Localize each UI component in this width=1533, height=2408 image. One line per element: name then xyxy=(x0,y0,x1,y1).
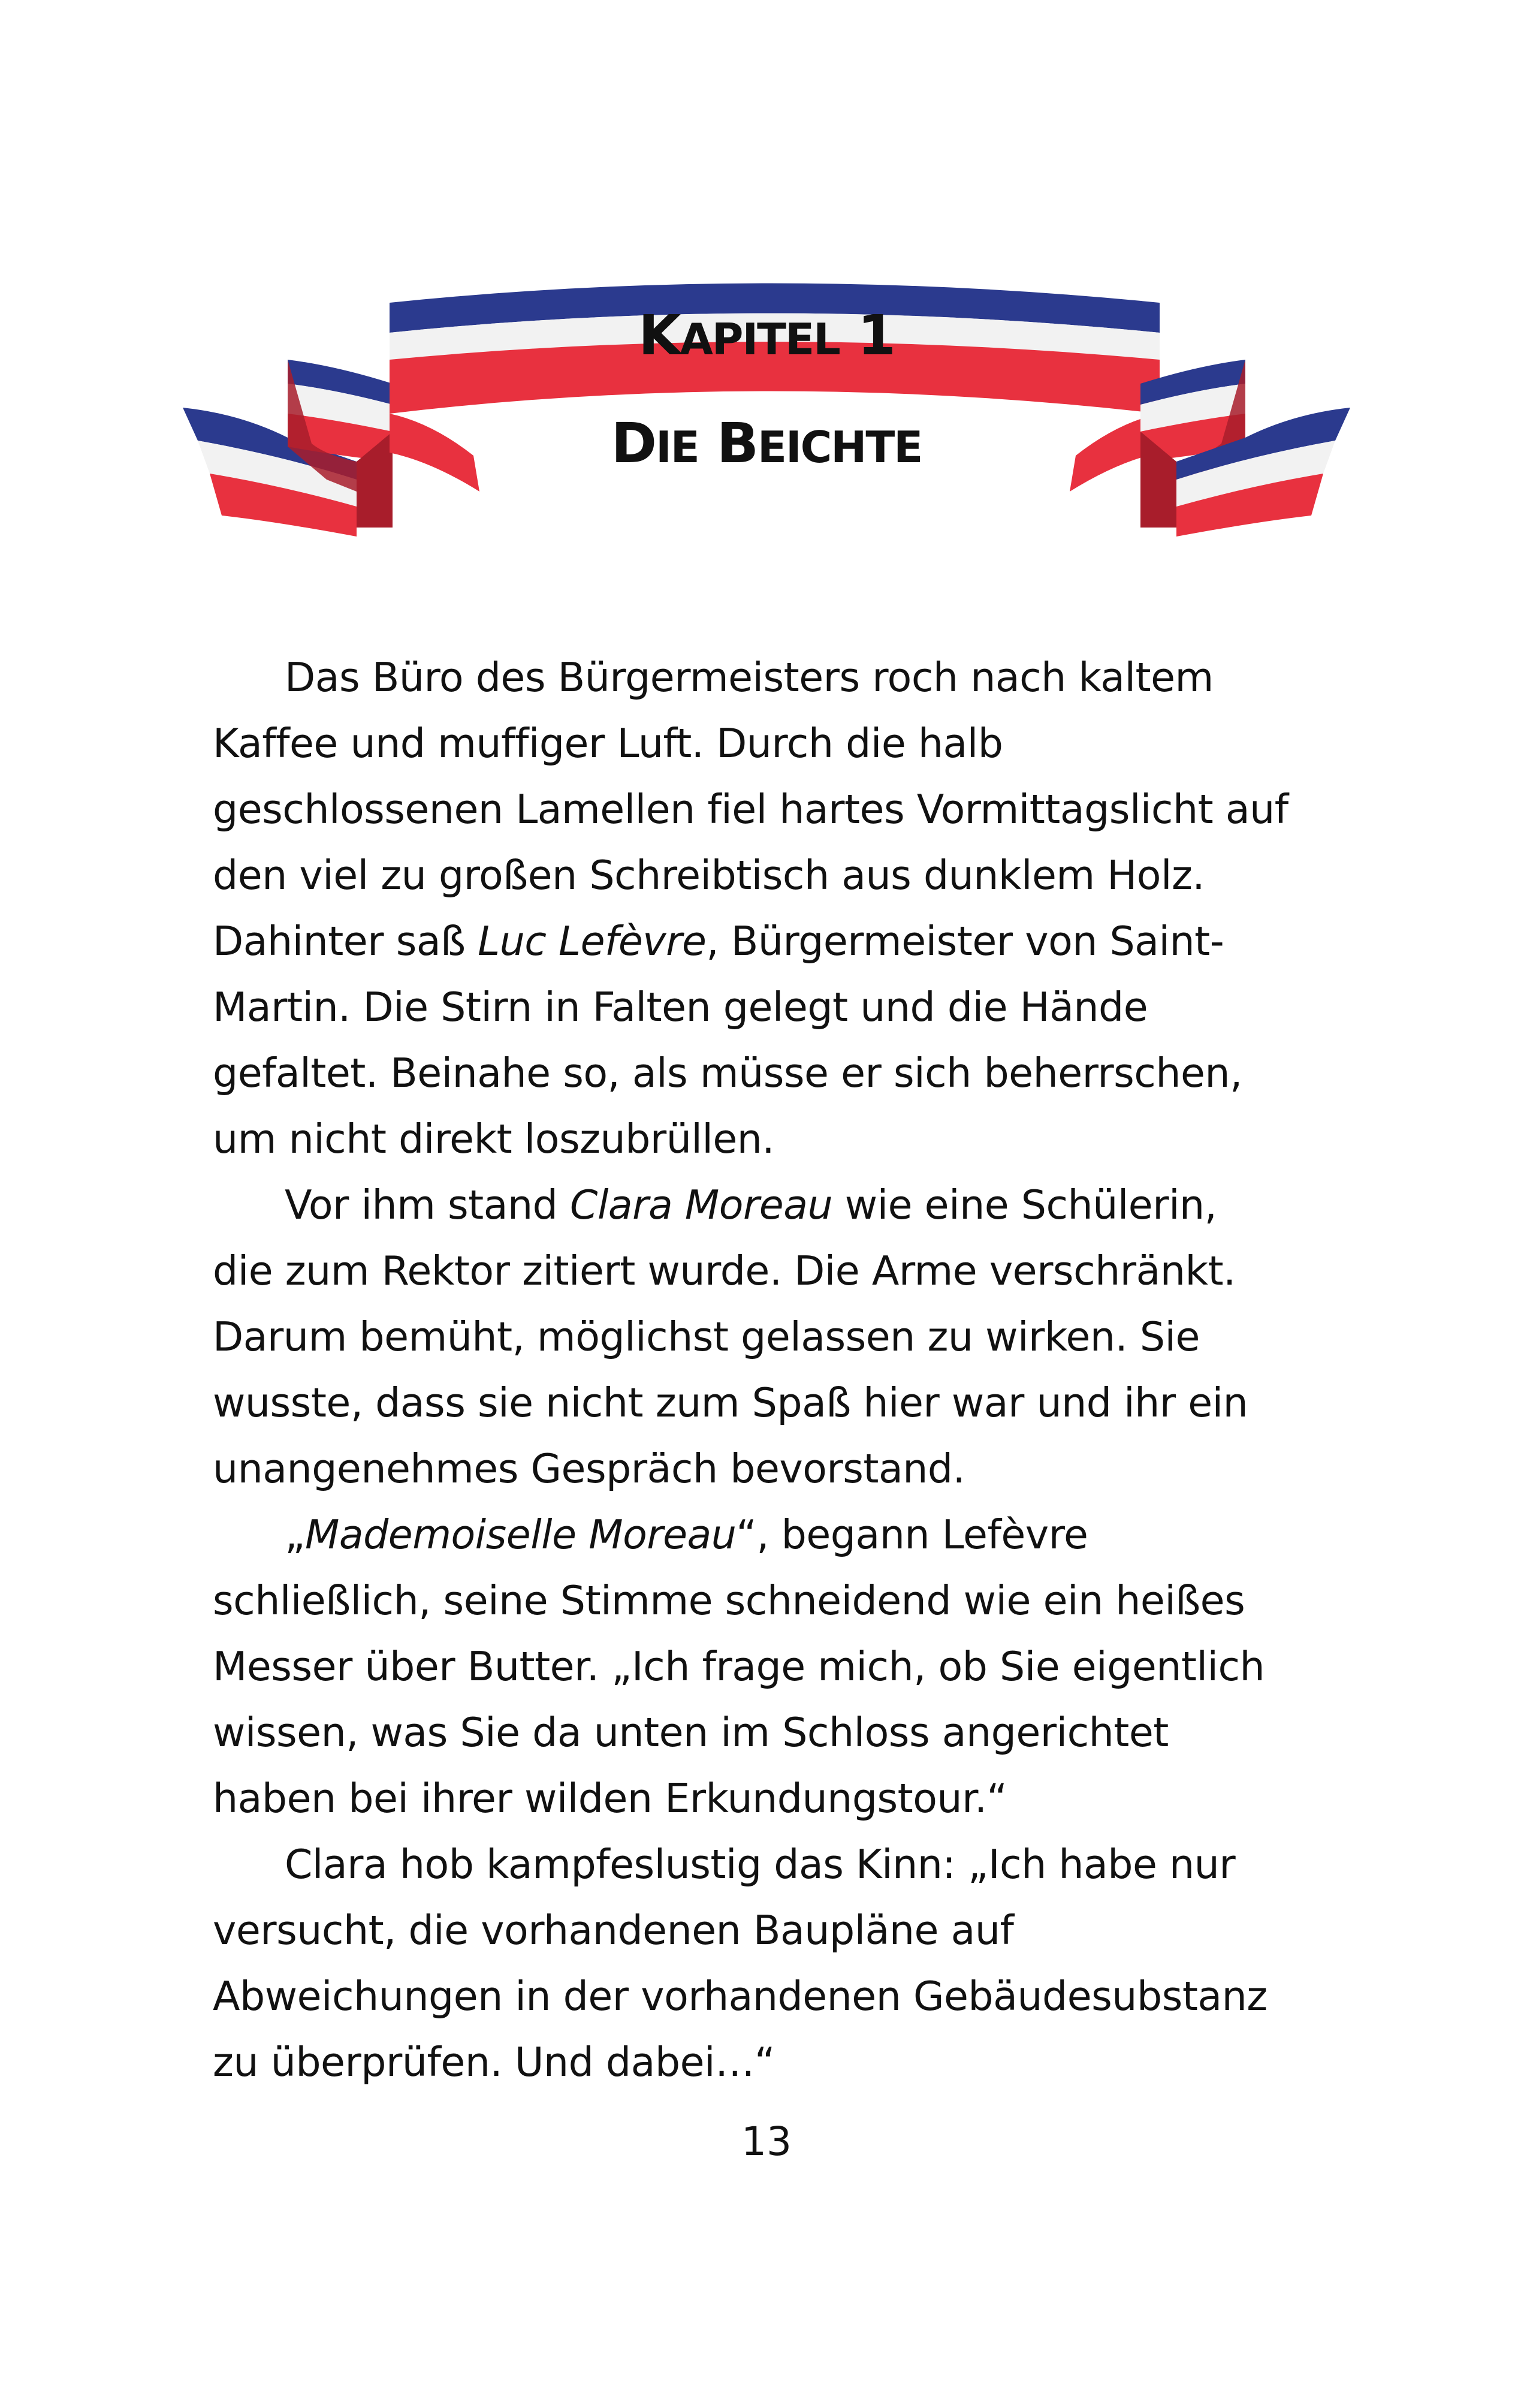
text-line: Das Büro des Bürgermeisters roch nach kaltem xyxy=(285,654,1214,701)
chapter-title-initial-b: B xyxy=(716,411,758,475)
text-line: geschlossenen Lamellen fiel hartes Vormittagslicht auf xyxy=(213,786,1288,833)
address-mademoiselle: Mademoiselle Moreau xyxy=(304,1511,737,1558)
character-name-clara: Clara Moreau xyxy=(570,1182,833,1228)
text-line: Martin. Die Stirn in Falten gelegt und die Hände xyxy=(213,984,1148,1030)
text-line: haben bei ihrer wilden Erkundungstour.“ xyxy=(213,1775,1007,1822)
chapter-title-initial-a: D xyxy=(611,411,656,475)
chapter-label xyxy=(0,303,1533,372)
chapter-label-rest: APITEL xyxy=(680,314,840,364)
chapter-label-initial: K xyxy=(638,303,680,367)
text-line: Vor ihm stand Clara Moreau wie eine Schülerin, xyxy=(285,1182,1217,1228)
text-line: um nicht direkt loszubrüllen. xyxy=(213,1116,775,1162)
text-line: unangenehmes Gespräch bevorstand. xyxy=(213,1445,965,1492)
text-line: schließlich, seine Stimme schneidend wie ein heißes xyxy=(213,1577,1245,1624)
text-line: Abweichungen in der vorhandenen Gebäudesubstanz xyxy=(213,1973,1268,2020)
chapter-title-rest-b: EICHTE xyxy=(757,422,922,472)
text-line: Darum bemüht, möglichst gelassen zu wirken. Sie xyxy=(213,1313,1200,1360)
text-line: „Mademoiselle Moreau“, begann Lefèvre xyxy=(285,1511,1088,1558)
text-line: Messer über Butter. „Ich frage mich, ob Sie eigentlich xyxy=(213,1643,1265,1690)
chapter-number: 1 xyxy=(857,303,895,367)
chapter-title-rest-a: IE xyxy=(656,422,699,472)
text-line: Clara hob kampfeslustig das Kinn: „Ich habe nur xyxy=(285,1841,1236,1888)
text-line: den viel zu großen Schreibtisch aus dunklem Holz. xyxy=(213,852,1205,899)
chapter-title xyxy=(0,411,1533,480)
character-name-luc: Luc Lefèvre xyxy=(478,918,707,965)
text-line: zu überprüfen. Und dabei…“ xyxy=(213,2039,775,2085)
chapter-body xyxy=(213,644,1351,2095)
text-line: die zum Rektor zitiert wurde. Die Arme verschränkt. xyxy=(213,1247,1236,1294)
text-line: wusste, dass sie nicht zum Spaß hier war und ihr ein xyxy=(213,1379,1248,1426)
tricolor-ribbon-icon xyxy=(0,0,1533,575)
text-line: Kaffee und muffiger Luft. Durch die halb xyxy=(213,720,1003,767)
text-line: gefaltet. Beinahe so, als müsse er sich beherrschen, xyxy=(213,1050,1242,1096)
text-line: Dahinter saß Luc Lefèvre, Bürgermeister von Saint- xyxy=(213,918,1224,965)
text-line: versucht, die vorhandenen Baupläne auf xyxy=(213,1907,1014,1954)
page-number: 13 xyxy=(741,2118,792,2165)
text-line: wissen, was Sie da unten im Schloss angerichtet xyxy=(213,1709,1169,1756)
